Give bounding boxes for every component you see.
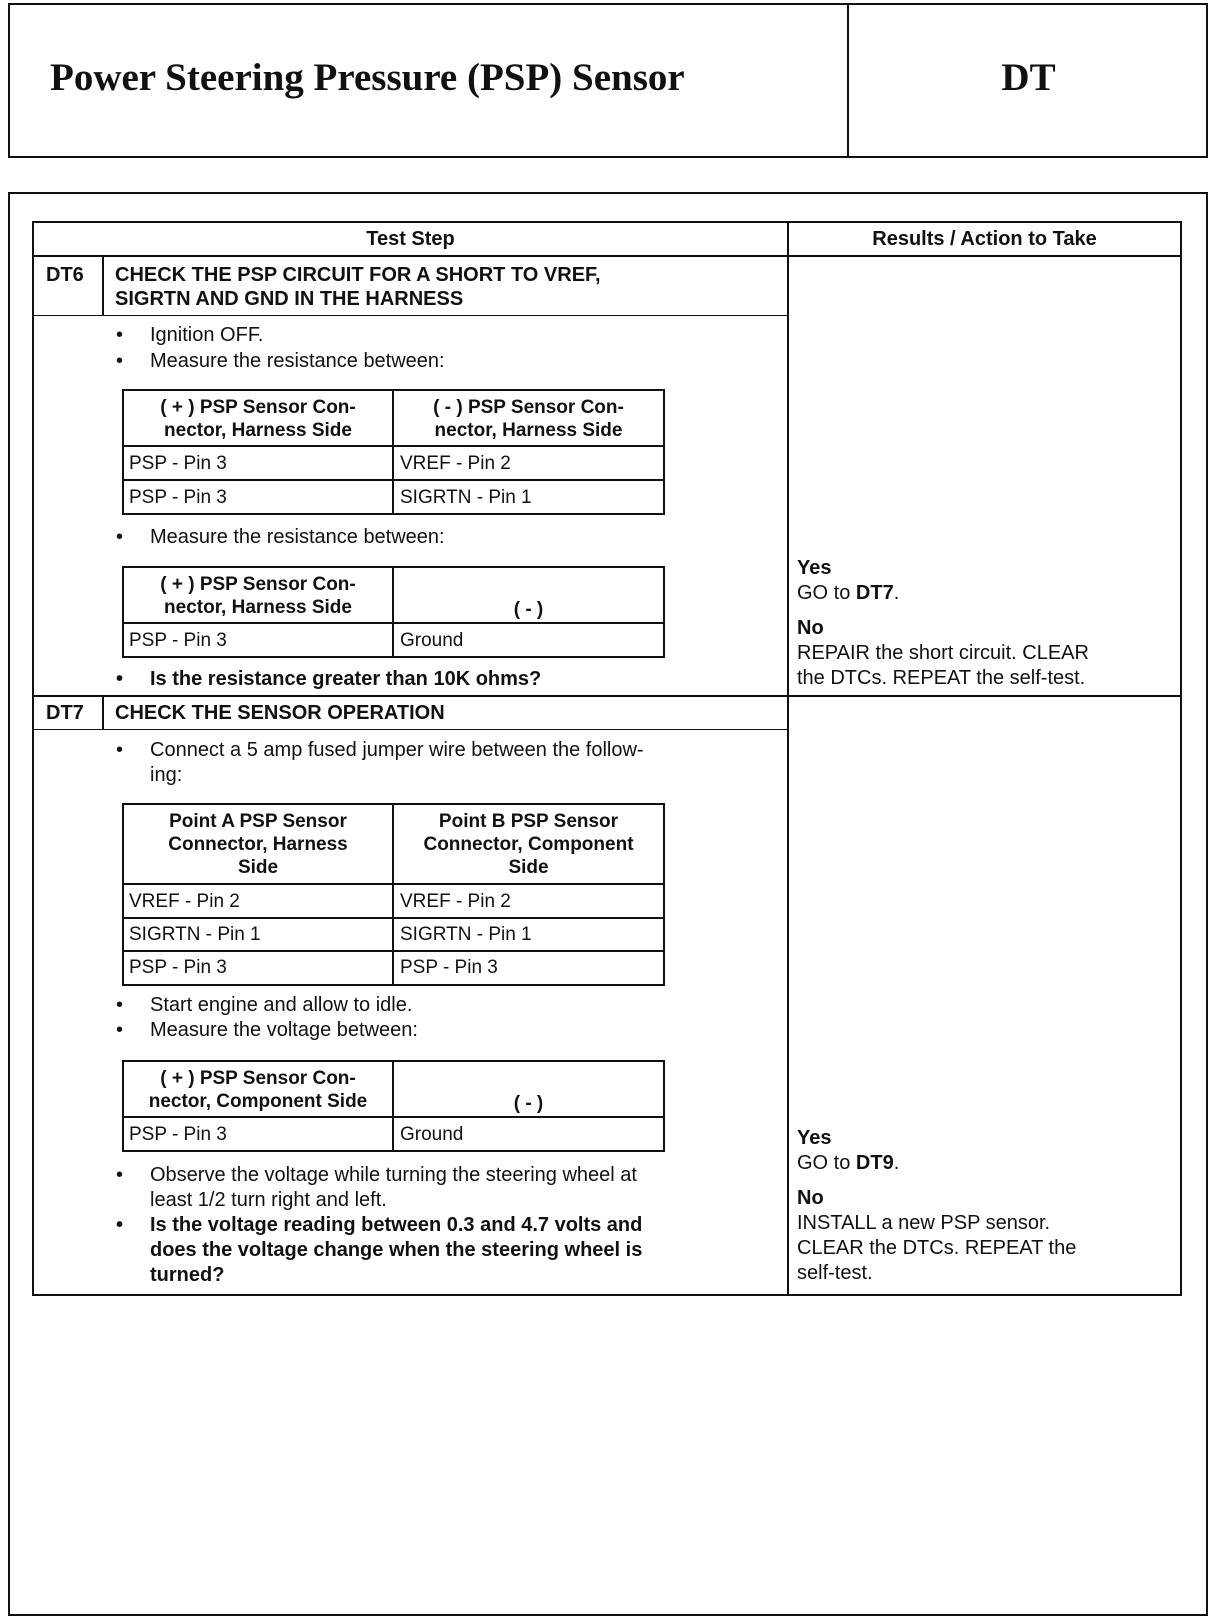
dt7-jumper-table [122,803,665,986]
table-header-cell: Connector, Harness [168,834,348,855]
dt7-yes-label: Yes [797,1127,832,1149]
table-cell: PSP - Pin 3 [400,957,498,978]
dt7-bullet-1-line1: Connect a 5 amp fused jumper wire between the follow- [150,739,644,761]
table-header-cell: nector, Harness Side [164,597,352,618]
dt6-question: Is the resistance greater than 10K ohms? [150,668,542,690]
dt6-no-label: No [797,617,824,639]
table-header-cell: nector, Harness Side [434,420,623,441]
table-cell: SIGRTN - Pin 1 [400,924,532,945]
table-cell: VREF - Pin 2 [129,891,240,912]
table-header-cell: Point B PSP Sensor [438,811,619,832]
table-header-cell: Side [508,857,549,878]
step-id-dt7: DT7 [46,702,84,724]
table-header-cell: Connector, Component [423,834,634,855]
step-title-dt6-line1: CHECK THE PSP CIRCUIT FOR A SHORT TO VREF, [115,264,601,286]
bullet: • [116,324,124,346]
dt7-question-line1: Is the voltage reading between 0.3 and 4.7 volts and [150,1214,643,1236]
table-cell: SIGRTN - Pin 1 [400,487,532,508]
dt7-bullet-4-line1: Observe the voltage while turning the steering wheel at [150,1164,637,1186]
step-title-dt6-line2: SIGRTN AND GND IN THE HARNESS [115,288,464,310]
table-header-cell: ( + ) PSP Sensor Con- [160,574,356,595]
table-cell: VREF - Pin 2 [400,891,511,912]
table-cell: PSP - Pin 3 [129,630,227,651]
dt6-resistance-table-2 [122,566,665,658]
table-cell: PSP - Pin 3 [129,453,227,474]
dt7-no-action-line1: INSTALL a new PSP sensor. [797,1212,1051,1234]
dt7-no-action-line3: self-test. [797,1262,873,1284]
dt7-voltage-table [122,1060,665,1152]
table-cell: SIGRTN - Pin 1 [129,924,261,945]
dt6-no-action-line2: the DTCs. REPEAT the self-test. [797,667,1086,689]
table-header-cell: Side [237,857,279,878]
table-header-cell: nector, Component Side [148,1091,368,1112]
bullet: • [116,1164,124,1186]
dt7-question-line2: does the voltage change when the steering wheel is [150,1239,643,1261]
table-header-cell: ( + ) PSP Sensor Con- [160,397,356,418]
dt6-bullet-3: Measure the resistance between: [150,526,445,548]
dt7-question-line3: turned? [150,1264,225,1286]
bullet: • [116,739,124,761]
table-cell: Ground [400,630,464,651]
table-header-cell: ( - ) [513,599,544,620]
col-header-results: Results / Action to Take [872,228,1097,250]
step-title-dt7: CHECK THE SENSOR OPERATION [115,702,445,724]
dt6-resistance-table-1 [122,389,665,515]
dt6-yes-target: DT7 [855,582,894,604]
table-cell: PSP - Pin 3 [129,957,227,978]
dt6-no-action-line1: REPAIR the short circuit. CLEAR [797,642,1089,664]
step-id-dt6: DT6 [46,264,84,286]
table-header-cell: ( - ) PSP Sensor Con- [433,397,624,418]
dt6-bullet-1: Ignition OFF. [150,324,264,346]
bullet: • [116,350,124,372]
section-code: DT [1001,56,1056,99]
bullet: • [116,1214,124,1236]
bullet: • [116,1019,124,1041]
dt7-bullet-1-line2: ing: [150,764,183,786]
table-cell: PSP - Pin 3 [129,1124,227,1145]
col-header-test-step: Test Step [366,228,455,250]
page-title: Power Steering Pressure (PSP) Sensor [50,56,685,99]
dt7-bullet-3: Measure the voltage between: [150,1019,418,1041]
table-cell: PSP - Pin 3 [129,487,227,508]
dt7-yes-target: DT9 [855,1152,894,1174]
dt7-bullet-2: Start engine and allow to idle. [150,994,413,1016]
dt6-bullet-2: Measure the resistance between: [150,350,445,372]
dt6-yes-action: GO to DT7. [797,582,900,604]
bullet: • [116,994,124,1016]
table-header-cell: ( + ) PSP Sensor Con- [160,1068,356,1089]
table-header-cell: nector, Harness Side [164,420,352,441]
table-cell: VREF - Pin 2 [400,453,511,474]
bullet: • [116,668,124,690]
dt6-yes-label: Yes [797,557,832,579]
table-header-cell: Point A PSP Sensor [169,811,347,832]
dt7-bullet-4-line2: least 1/2 turn right and left. [150,1189,387,1211]
table-header-cell: ( - ) [513,1093,544,1114]
table-cell: Ground [400,1124,464,1145]
dt7-yes-action: GO to DT9. [797,1152,900,1174]
bullet: • [116,526,124,548]
dt7-no-label: No [797,1187,824,1209]
dt7-no-action-line2: CLEAR the DTCs. REPEAT the [797,1237,1077,1259]
